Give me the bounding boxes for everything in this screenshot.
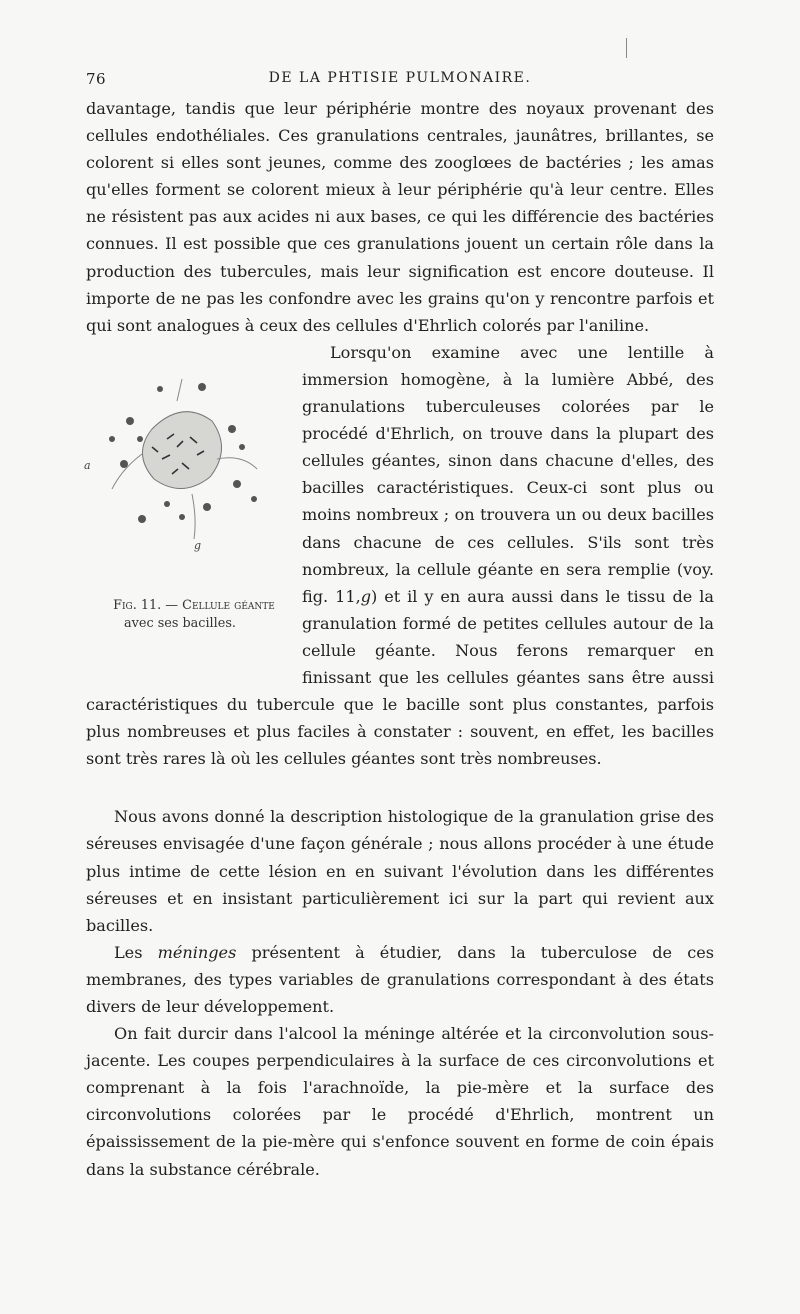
- page-number: 76: [86, 70, 107, 88]
- caption-line-2: avec ses bacilles.: [124, 615, 236, 631]
- page-header: [86, 70, 714, 92]
- paragraph-4-lead: Les: [114, 942, 158, 962]
- crop-mark: [626, 38, 627, 58]
- caption-line-1: Fig. 11. — Cellule géante: [113, 597, 275, 613]
- figure-caption: [80, 597, 280, 633]
- paragraph-4: [86, 939, 714, 1020]
- paragraph-4-text: présentent à étudier, dans la tuberculose de ces membranes, des types variables de granulations correspondant à des états divers de leur développement.: [86, 942, 714, 1016]
- giant-cell-illustration: [82, 359, 278, 589]
- figure-label-g: g: [194, 538, 202, 552]
- paragraph-5: On fait durcir dans l'alcool la méninge altérée et la circonvolution sous-jacente. Les coupes perpendiculaires à la surface de ces circonvolutions et comprenant à la fois l'arachnoïde, la pie-mère et la surface des circonvolutions colorées par le procédé d'Ehrlich, montrent un épaississement de la pie-mère qui s'enfonce souvent en forme de coin épais dans la substance cérébrale.: [86, 1024, 714, 1179]
- running-title: DE LA PHTISIE PULMONAIRE.: [268, 70, 532, 86]
- figure-11: [80, 339, 280, 689]
- paragraph-2-text-a: Lorsqu'on examine avec une lentille à immersion homogène, à la lumière Abbé, des granulations tuberculeuses colorées par le procédé d'Ehrlich, on trouve dans la plupart des cellules géantes, sinon dans chacune d'elles, des bacilles caractéristiques. Ceux-ci sont plus ou moins nombreux ; on trouvera un ou deux bacilles dans chacune de ces cellules. S'ils sont très nombreux, la cellule géante en sera remplie (voy. fig. 11,: [302, 342, 714, 606]
- figure-ref-letter: g: [360, 586, 371, 606]
- figure-label-a: a: [84, 458, 91, 472]
- term-meninges: méninges: [157, 942, 237, 962]
- paragraph-1: davantage, tandis que leur périphérie montre des noyaux provenant des cellules endothéliales. Ces granulations centrales, jaunâtres, brillantes, se colorent si elles sont jeunes, comme des zooglœes de bactéries ; les amas qu'elles forment se colorent mieux à leur périphérie qu'à leur centre. Elles ne résistent pas aux acides ni aux bases, ce qui les différencie des bactéries connues. Il est possible que ces granulations jouent un certain rôle dans la production des tubercules, mais leur signification est encore douteuse. Il importe de ne pas les confondre avec les grains qu'on y rencontre parfois et qui sont analogues à ceux des cellules d'Ehrlich colorés par l'aniline.: [86, 99, 714, 335]
- paragraph-2-text-b: ) et il y en aura aussi dans le tissu de la granulation formé de petites cellules autour de la cellule géante. Nous ferons remarquer en finissant que les cellules géantes sans être aussi caractéristiques du tubercule que le bacille sont plus constantes, parfois plus nombreuses et plus faciles à constater : souvent, en effet, les bacilles sont très rares là où les cellules géantes sont très nombreuses.: [86, 586, 714, 769]
- paragraph-2: [86, 339, 714, 773]
- paragraph-3: Nous avons donné la description histologique de la granulation grise des séreuses envisagée d'une façon générale ; nous allons procéder à une étude plus intime de cette lésion en en suivant l'évolution dans les différentes séreuses et en insistant particulièrement ici sur la part qui revient aux bacilles.: [86, 807, 714, 935]
- body-text: [86, 95, 714, 1183]
